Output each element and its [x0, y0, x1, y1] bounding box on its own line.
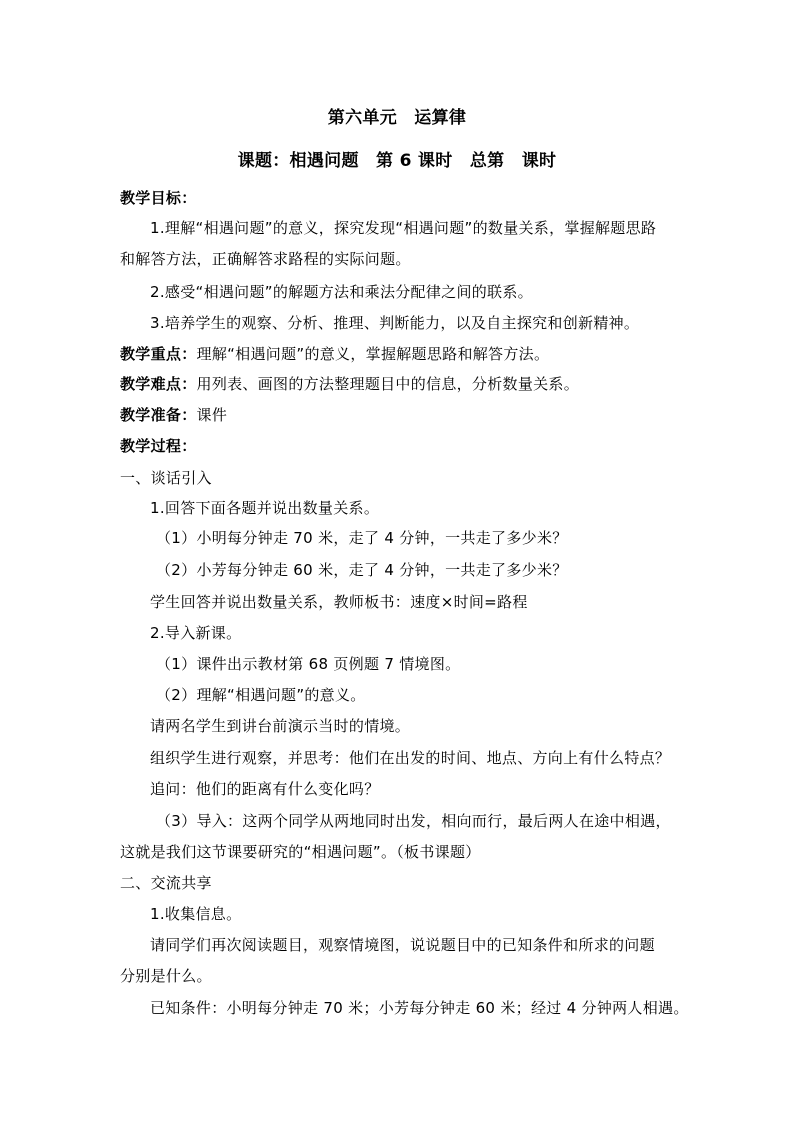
section-2-title: 二、交流共享	[120, 874, 212, 892]
section-1-line-5: 2.导入新课。	[150, 624, 242, 642]
objective-3: 3.培养学生的观察、分析、推理、判断能力，以及自主探究和创新精神。	[150, 314, 640, 332]
key-points-label: 教学重点：	[120, 345, 197, 363]
section-1-line-3: （2）小芳每分钟走 60 米，走了 4 分钟，一共走了多少米？	[156, 561, 568, 579]
section-1-line-1: 1.回答下面各题并说出数量关系。	[150, 499, 380, 517]
section-1-line-10: 追问：他们的距离有什么变化吗？	[150, 780, 380, 798]
objective-1-line-2: 和解答方法，正确解答求路程的实际问题。	[120, 250, 411, 268]
section-1-line-4: 学生回答并说出数量关系，教师板书：速度×时间=路程	[150, 593, 528, 611]
section-1-line-7: （2）理解“相遇问题”的意义。	[156, 686, 366, 704]
preparation-label: 教学准备：	[120, 406, 197, 424]
section-1-line-9: 组织学生进行观察，并思考：他们在出发的时间、地点、方向上有什么特点？	[150, 749, 671, 767]
lesson-title: 课题：相遇问题 第 6 课时 总第 课时	[237, 151, 557, 171]
difficulties-row	[120, 374, 680, 394]
process-heading: 教学过程：	[120, 437, 197, 455]
section-1-line-12: 这就是我们这节课要研究的“相遇问题”。（板书课题）	[120, 843, 481, 861]
objective-2: 2.感受“相遇问题”的解题方法和乘法分配律之间的联系。	[150, 283, 533, 301]
section-2-line-1: 1.收集信息。	[150, 905, 242, 923]
key-points-text: 理解“相遇问题”的意义，掌握解题思路和解答方法。	[196, 345, 550, 363]
preparation-text: 课件	[196, 406, 228, 424]
section-2-line-2: 请同学们再次阅读题目，观察情境图，说说题目中的已知条件和所求的问题	[150, 936, 655, 954]
section-1-title: 一、谈话引入	[120, 469, 212, 487]
section-1-line-6: （1）课件出示教材第 68 页例题 7 情境图。	[156, 655, 461, 673]
objective-1-line-1: 1.理解“相遇问题”的意义，探究发现“相遇问题”的数量关系，掌握解题思路	[150, 219, 657, 237]
section-1-line-2: （1）小明每分钟走 70 米，走了 4 分钟，一共走了多少米？	[156, 529, 568, 547]
section-1-line-11: （3）导入：这两个同学从两地同时出发，相向而行，最后两人在途中相遇，	[156, 812, 671, 830]
difficulties-label: 教学难点：	[120, 375, 197, 393]
key-points-row	[120, 344, 680, 364]
section-2-line-4: 已知条件：小明每分钟走 70 米；小芳每分钟走 60 米；经过 4 分钟两人相遇。	[150, 999, 689, 1017]
preparation-row	[120, 405, 680, 425]
unit-title: 第六单元 运算律	[327, 108, 467, 128]
section-2-line-3: 分别是什么。	[120, 967, 212, 985]
objectives-heading: 教学目标：	[120, 189, 197, 207]
section-1-line-8: 请两名学生到讲台前演示当时的情境。	[150, 717, 411, 735]
difficulties-text: 用列表、画图的方法整理题目中的信息，分析数量关系。	[196, 375, 580, 393]
